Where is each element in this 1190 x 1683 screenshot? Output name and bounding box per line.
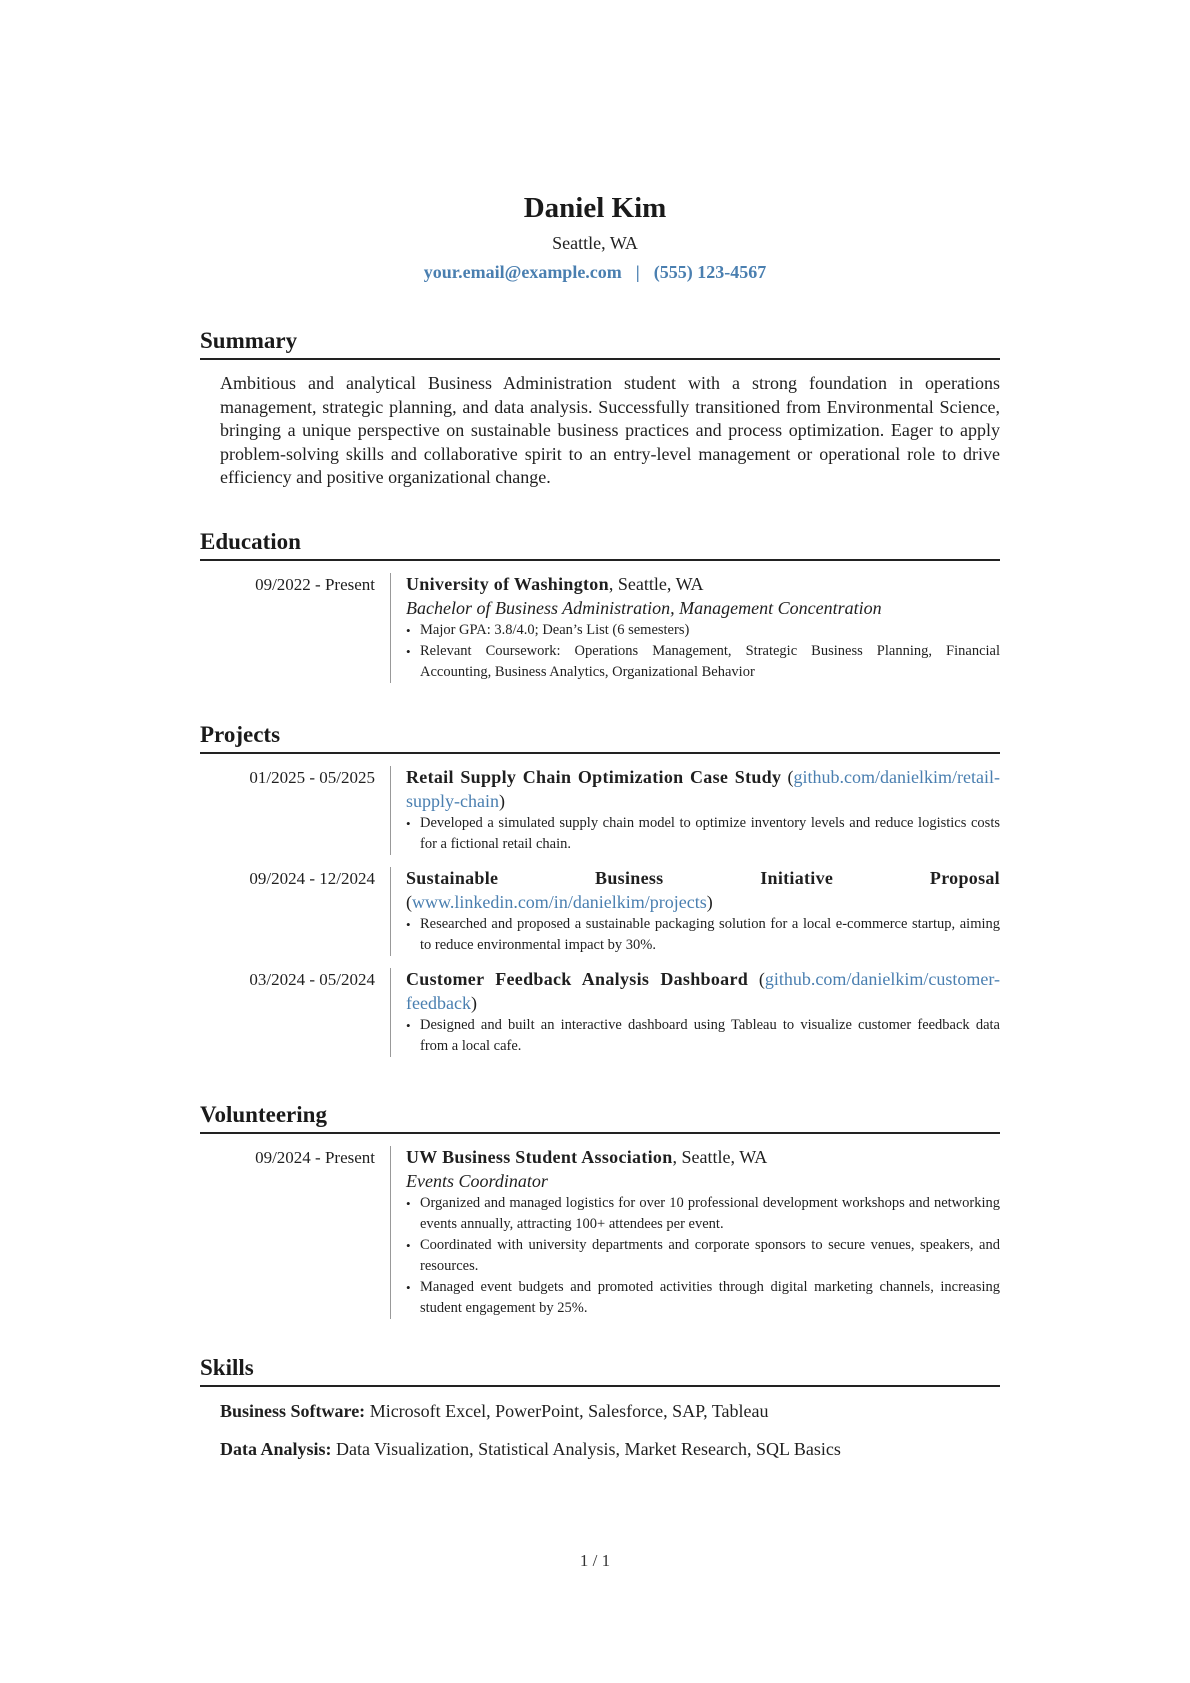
project-entry <box>200 766 1000 855</box>
project-entry <box>200 968 1000 1057</box>
resume-header <box>0 190 1190 285</box>
section-divider <box>200 559 1000 561</box>
section-divider <box>200 1385 1000 1387</box>
entry-date: 03/2024 - 05/2024 <box>249 970 375 989</box>
skill-row <box>220 1437 1000 1461</box>
degree: Bachelor of Business Administration, Management Concentration <box>406 597 882 618</box>
entry-body <box>390 766 1000 855</box>
contact-separator: | <box>635 262 640 282</box>
project-link[interactable]: github.com/danielkim/customer-feedback <box>406 969 1000 1013</box>
phone-link[interactable]: (555) 123-4567 <box>653 262 767 282</box>
bullet-item: • Researched and proposed a sustainable packaging solution for a local e-commerce startup, aiming to reduce environmental impact by 30%. <box>406 914 1000 956</box>
skills-section <box>200 1353 1000 1461</box>
contact-line <box>0 259 1190 285</box>
entry-body <box>390 867 1000 956</box>
entry-date: 09/2022 - Present <box>255 575 375 594</box>
bullet-item: • Coordinated with university departments and corporate sponsors to secure venues, speakers, and resources. <box>406 1235 1000 1277</box>
volunteering-section <box>200 1100 1000 1319</box>
bullet-item: • Major GPA: 3.8/4.0; Dean’s List (6 semesters) <box>406 620 1000 641</box>
summary-text: Ambitious and analytical Business Administration student with a strong foundation in operations management, strategic planning, and data analysis. Successfully transitioned from Environmental Science, bringing a unique perspective on sustainable business practices and process optimization. Eager to apply problem-solving skills and collaborative spirit to an entry-level management or operational role to drive efficiency and positive organizational change. <box>220 373 1000 487</box>
paren-close: ) <box>498 790 505 811</box>
section-title-education: Education <box>200 529 301 554</box>
skill-label: Data Analysis: <box>220 1439 332 1459</box>
entry-body <box>390 1146 1000 1319</box>
organization-name: UW Business Student Association <box>406 1147 673 1167</box>
entry-date: 09/2024 - 12/2024 <box>249 869 375 888</box>
bullet-item: • Managed event budgets and promoted activities through digital marketing channels, increasing student engagement by 25%. <box>406 1277 1000 1319</box>
section-title-volunteering: Volunteering <box>200 1102 327 1127</box>
education-entry <box>200 573 1000 683</box>
project-entry <box>200 867 1000 956</box>
school-name: University of Washington <box>406 574 609 594</box>
project-name: Sustainable Business Initiative Proposal <box>406 868 1000 888</box>
entry-title <box>406 867 1000 914</box>
bullet-item: • Developed a simulated supply chain model to optimize inventory levels and reduce logistics costs for a fictional retail chain. <box>406 813 1000 855</box>
role-title: Events Coordinator <box>406 1170 548 1191</box>
section-divider <box>200 1132 1000 1134</box>
projects-section <box>200 720 1000 1057</box>
school-location: , Seattle, WA <box>608 574 704 594</box>
paren-open: ( <box>781 767 794 787</box>
entry-title <box>406 573 1000 597</box>
entry-title <box>406 1146 1000 1170</box>
skill-label: Business Software: <box>220 1401 366 1421</box>
section-title-skills: Skills <box>200 1355 254 1380</box>
entry-body <box>390 968 1000 1057</box>
project-name: Retail Supply Chain Optimization Case Study <box>406 767 782 787</box>
entry-title <box>406 968 1000 1015</box>
bullet-list <box>406 620 1000 683</box>
section-divider <box>200 752 1000 754</box>
paren-open: ( <box>748 969 765 989</box>
paren-open: ( <box>406 891 412 912</box>
organization-location: , Seattle, WA <box>672 1147 768 1167</box>
paren-close: ) <box>706 891 713 912</box>
page-number: 1 / 1 <box>579 1551 611 1570</box>
bullet-item: • Designed and built an interactive dashboard using Tableau to visualize customer feedback data from a local cafe. <box>406 1015 1000 1057</box>
summary-section <box>200 326 1000 490</box>
paren-close: ) <box>470 992 477 1013</box>
project-name: Customer Feedback Analysis Dashboard <box>406 969 749 989</box>
section-divider <box>200 358 1000 360</box>
bullet-list <box>406 1015 1000 1057</box>
entry-date: 01/2025 - 05/2025 <box>249 768 375 787</box>
section-title-projects: Projects <box>200 722 281 747</box>
skill-row <box>220 1399 1000 1423</box>
bullet-item: • Organized and managed logistics for over 10 professional development workshops and networking events annually, attracting 100+ attendees per event. <box>406 1193 1000 1235</box>
entry-body <box>390 573 1000 683</box>
candidate-name: Daniel Kim <box>523 192 667 224</box>
bullet-list <box>406 914 1000 956</box>
entry-date: 09/2024 - Present <box>255 1148 375 1167</box>
section-title-summary: Summary <box>200 328 298 353</box>
volunteering-entry <box>200 1146 1000 1319</box>
project-link[interactable]: github.com/danielkim/retail-supply-chain <box>406 767 1000 811</box>
candidate-location: Seattle, WA <box>552 233 638 253</box>
entry-title <box>406 766 1000 813</box>
skill-value: Data Visualization, Statistical Analysis, Market Research, SQL Basics <box>331 1439 841 1459</box>
bullet-list <box>406 813 1000 855</box>
bullet-list <box>406 1193 1000 1319</box>
skill-value: Microsoft Excel, PowerPoint, Salesforce, SAP, Tableau <box>365 1401 769 1421</box>
bullet-item: • Relevant Coursework: Operations Management, Strategic Business Planning, Financial Accounting, Business Analytics, Organizational Behavior <box>406 641 1000 683</box>
project-link[interactable]: www.linkedin.com/in/danielkim/projects <box>412 891 707 912</box>
education-section <box>200 527 1000 683</box>
email-link[interactable]: your.email@example.com <box>423 262 622 282</box>
